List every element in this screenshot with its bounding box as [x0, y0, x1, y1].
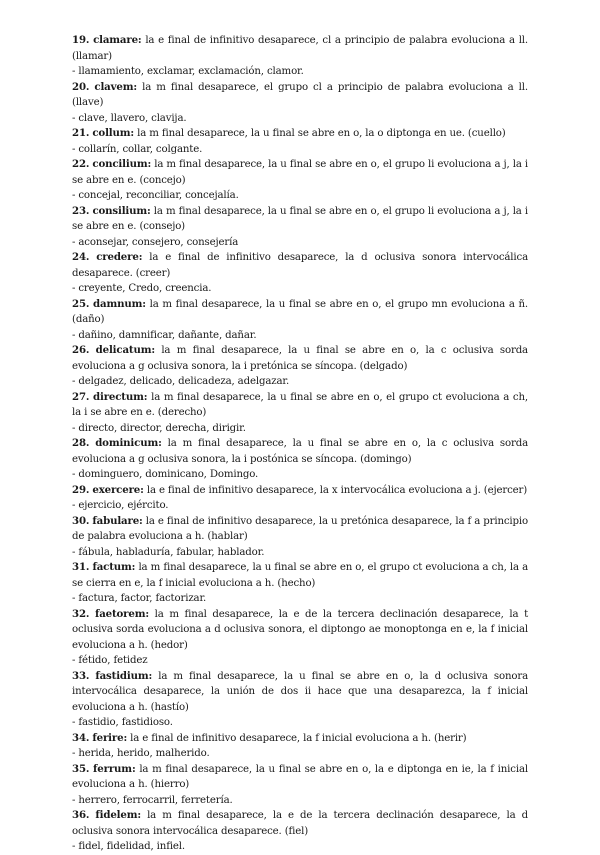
- entry-definition: [72, 560, 528, 591]
- entry-definition: [72, 157, 528, 188]
- derived-words: - herrero, ferrocarril, ferretería.: [72, 794, 233, 806]
- etymology-entry: [72, 250, 528, 297]
- evolution-text: la e final de infinitivo desaparece, cl a principio de palabra evoluciona a ll. (llamar): [72, 35, 528, 62]
- latin-word: consilium: [92, 204, 148, 217]
- entry-colon: :: [148, 669, 153, 682]
- entry-definition: [72, 343, 528, 374]
- etymology-entry: [72, 514, 528, 561]
- derived-words: - delgadez, delicado, delicadeza, adelgazar.: [72, 376, 290, 387]
- latin-word: damnum: [93, 297, 143, 310]
- entry-colon: :: [133, 80, 137, 93]
- evolution-text: la m final desaparece, la u final se abre en o, el grupo li evoluciona a j, la i se abre en e. (consejo): [72, 205, 528, 232]
- entry-number: 27.: [72, 390, 90, 403]
- latin-word: clavem: [94, 80, 134, 93]
- entry-colon: :: [142, 297, 146, 310]
- derived-words: - dominguero, dominicano, Domingo.: [72, 469, 259, 480]
- entry-colon: :: [130, 127, 135, 139]
- latin-word: concilium: [92, 158, 148, 170]
- entry-number: 24.: [72, 251, 90, 263]
- derived-words: - fábula, habladuría, fabular, hablador.: [72, 546, 265, 558]
- derived-words: - directo, director, derecha, dirigir.: [72, 422, 246, 434]
- latin-word: ferrum: [93, 762, 132, 775]
- derived-words: - collarín, collar, colgante.: [72, 143, 203, 155]
- entry-colon: :: [140, 483, 144, 496]
- etymology-entry: [72, 390, 528, 437]
- entry-definition: [72, 483, 528, 499]
- evolution-text: la m final desaparece, la u final se abre en o, el grupo li evoluciona a j, la i se abre en e. (concejo): [72, 159, 528, 186]
- entry-number: 20.: [72, 80, 90, 93]
- entry-colon: :: [131, 561, 136, 573]
- evolution-text: la e final de infinitivo desaparece, la u pretónica desaparece, la f a principio de palabra evoluciona a h. (hablar): [72, 515, 528, 542]
- entry-number: 36.: [72, 809, 90, 821]
- latin-word: directum: [93, 390, 144, 403]
- evolution-text: la m final desaparece, la e de la tercera declinación desaparece, la t oclusiva sorda evoluciona a d oclusiva sonora, el diptongo ae monoptonga en e, la f inicial evoluciona a h. (hedor): [72, 608, 529, 651]
- entry-number: 28.: [72, 437, 90, 449]
- latin-word: factum: [92, 561, 132, 573]
- etymology-entry: [72, 157, 528, 204]
- etymology-entry: [72, 436, 528, 483]
- entry-definition: [72, 669, 528, 716]
- evolution-text: la e final de infinitivo desaparece, la d oclusiva sonora intervocálica desaparece. (creer): [72, 252, 528, 279]
- evolution-text: la m final desaparece, la u final se abre en o, la d oclusiva sonora intervocálica desaparece, la unión de dos ii hace que una desaparezca, la f inicial evoluciona a h. (hastío): [72, 670, 528, 713]
- etymology-entry: [72, 731, 528, 762]
- document-page: [72, 33, 528, 855]
- evolution-text: la m final desaparece, la u final se abre en o, el grupo mn evoluciona a ñ. (daño): [72, 298, 529, 325]
- entry-definition: [72, 436, 528, 467]
- entry-number: 21.: [72, 127, 90, 139]
- derived-words: - factura, factor, factorizar.: [72, 593, 207, 604]
- etymology-entry: [72, 669, 528, 731]
- latin-word: faetorem: [94, 607, 146, 620]
- entry-colon: :: [151, 344, 155, 356]
- latin-word: fastidium: [95, 669, 149, 682]
- entry-definition: [72, 762, 528, 793]
- entry-number: 25.: [72, 297, 90, 310]
- etymology-entry: [72, 343, 528, 390]
- entry-definition: [72, 390, 528, 421]
- evolution-text: la m final desaparece, la u final se abre en o, la e diptonga en ie, la f inicial evoluciona a h. (hierro): [72, 763, 528, 790]
- evolution-text: la e final de infinitivo desaparece, la f inicial evoluciona a h. (herir): [127, 732, 467, 744]
- etymology-entry: [72, 483, 528, 514]
- entry-definition: [72, 80, 528, 111]
- latin-word: fabulare: [92, 514, 140, 527]
- derived-words: - concejal, reconciliar, concejalía.: [72, 190, 239, 201]
- derived-words: - creyente, Credo, creencia.: [72, 283, 212, 294]
- entry-number: 23.: [72, 204, 90, 217]
- etymology-entry: [72, 80, 528, 127]
- latin-word: delicatum: [95, 344, 152, 356]
- entry-colon: :: [139, 514, 143, 527]
- derived-words: - fastidio, fastidioso.: [72, 717, 173, 728]
- latin-word: clamare: [93, 34, 138, 46]
- etymology-entry: [72, 560, 528, 607]
- entry-number: 32.: [72, 607, 90, 620]
- entry-colon: :: [137, 809, 141, 821]
- derived-words: - herida, herido, malherido.: [72, 748, 210, 759]
- entry-definition: [72, 204, 528, 235]
- latin-word: exercere: [92, 483, 141, 496]
- entry-definition: [72, 607, 528, 654]
- etymology-entry: [72, 607, 528, 669]
- derived-words: - dañino, damnificar, dañante, dañar.: [72, 329, 257, 341]
- entry-number: 26.: [72, 344, 90, 356]
- entry-number: 29.: [72, 483, 90, 496]
- entry-definition: [72, 33, 528, 64]
- evolution-text: la m final desaparece, la u final se abre en o, el grupo ct evoluciona a ch, la a se cierra en e, la f inicial evoluciona a h. (hecho): [72, 562, 529, 589]
- entry-number: 31.: [72, 561, 90, 573]
- entry-definition: [72, 514, 528, 545]
- entry-number: 19.: [72, 34, 90, 46]
- evolution-text: la m final desaparece, la e de la tercera declinación desaparece, la d oclusiva sonora intervocálica desaparece. (fiel): [72, 810, 528, 837]
- etymology-entry: [72, 762, 528, 809]
- entry-number: 34.: [72, 731, 90, 744]
- entry-number: 35.: [72, 762, 90, 775]
- derived-words: - llamamiento, exclamar, exclamación, clamor.: [72, 66, 304, 77]
- latin-word: fidelem: [95, 809, 138, 821]
- entry-colon: :: [123, 731, 128, 744]
- latin-word: ferire: [92, 731, 124, 744]
- entry-colon: :: [147, 204, 151, 217]
- evolution-text: la m final desaparece, el grupo cl a principio de palabra evoluciona a ll. (llave): [72, 81, 528, 108]
- evolution-text: la m final desaparece, la u final se abre en o, la c oclusiva sorda evoluciona a g oclusiva sonora, la i postónica se síncopa. (domingo): [72, 438, 528, 465]
- etymology-entry: [72, 126, 528, 157]
- etymology-entry: [72, 297, 528, 344]
- entry-definition: [72, 297, 528, 328]
- entry-number: 22.: [72, 158, 90, 170]
- entry-definition: [72, 808, 528, 839]
- etymology-entry: [72, 33, 528, 80]
- derived-words: - clave, llavero, clavija.: [72, 112, 187, 124]
- latin-word: dominicum: [95, 437, 159, 449]
- derived-words: - fétido, fetidez: [72, 655, 148, 666]
- entry-definition: [72, 126, 528, 142]
- entry-colon: :: [147, 158, 152, 170]
- entry-number: 33.: [72, 669, 90, 682]
- entry-definition: [72, 731, 528, 747]
- latin-word: credere: [96, 251, 139, 263]
- etymology-entry: [72, 204, 528, 251]
- entry-colon: :: [143, 390, 148, 403]
- derived-words: - fidel, fidelidad, infiel.: [72, 841, 186, 852]
- entry-colon: :: [131, 762, 136, 775]
- entry-colon: :: [138, 251, 143, 263]
- evolution-text: la m final desaparece, la u final se abre en o, la c oclusiva sorda evoluciona a g oclusiva sonora, la i pretónica se síncopa. (delgado): [72, 345, 528, 372]
- entry-colon: :: [145, 607, 149, 620]
- latin-word: collum: [92, 127, 131, 139]
- derived-words: - ejercicio, ejército.: [72, 500, 169, 511]
- entry-colon: :: [137, 34, 142, 46]
- derived-words: - aconsejar, consejero, consejería: [72, 236, 239, 248]
- entry-colon: :: [158, 437, 162, 449]
- evolution-text: la m final desaparece, la u final se abre en o, la o diptonga en ue. (cuello): [134, 128, 506, 139]
- evolution-text: la e final de infinitivo desaparece, la x intervocálica evoluciona a j. (ejercer): [143, 484, 528, 496]
- evolution-text: la m final desaparece, la u final se abre en o, el grupo ct evoluciona a ch, la i se abre en e. (derecho): [72, 391, 528, 418]
- entry-definition: [72, 250, 528, 281]
- entry-number: 30.: [72, 514, 90, 527]
